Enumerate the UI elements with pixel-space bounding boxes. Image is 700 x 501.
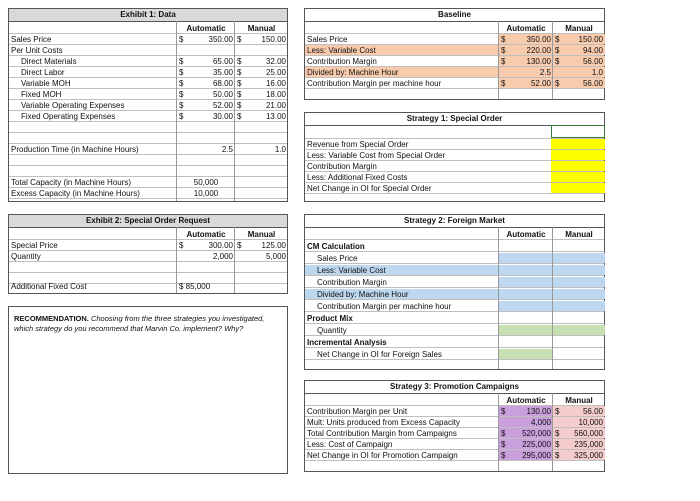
- strategy2-row-cm-per-hour: Contribution Margin per machine hour: [305, 301, 604, 312]
- exhibit2-table: [8, 214, 288, 294]
- strategy1-input-revenue[interactable]: [551, 139, 605, 149]
- baseline-row-variable-cost: Less: Variable Cost $ 220.00 $ 94.00: [307, 46, 603, 55]
- strategy3-header: Automatic Manual: [305, 395, 604, 406]
- col-manual: Manual: [247, 24, 276, 33]
- col-automatic: Automatic: [186, 24, 226, 33]
- exhibit2-row-quantity: Quantity 2,000 5,000: [11, 252, 286, 261]
- strategy1-row-revenue: Revenue from Special Order: [305, 139, 604, 150]
- strategy3-table: [304, 380, 605, 472]
- strategy2-title: Strategy 2: Foreign Market: [305, 215, 604, 228]
- strategy2-header: Automatic Manual: [305, 229, 604, 240]
- baseline-table: [304, 8, 605, 100]
- exhibit1-row-fixed-moh: Fixed MOH $ 50.00 $ 18.00: [9, 89, 287, 100]
- strategy2-row-cm: Contribution Margin: [305, 277, 604, 288]
- baseline-title: Baseline: [305, 9, 604, 22]
- strategy2-row-quantity: Quantity: [305, 325, 604, 336]
- strategy1-input-fixed-costs[interactable]: [551, 172, 605, 182]
- strategy1-row-variable-cost: Less: Variable Cost from Special Order: [305, 150, 604, 161]
- strategy3-row-cm-per-unit: Contribution Margin per Unit $ 130.00 $ 56.00: [307, 407, 603, 416]
- strategy2-row-cm-calc: CM Calculation: [305, 241, 604, 252]
- exhibit1-row-direct-labor: Direct Labor $ 35.00 $ 25.00: [9, 67, 287, 78]
- strategy1-selected-cell[interactable]: [551, 125, 605, 138]
- strategy3-title: Strategy 3: Promotion Campaigns: [305, 381, 604, 394]
- recommendation-box[interactable]: [8, 306, 288, 474]
- baseline-row-machine-hour: Divided by: Machine Hour 2.5 1.0: [307, 68, 603, 77]
- exhibit2-header: Automatic Manual: [9, 229, 287, 240]
- baseline-row-sales-price: Sales Price $ 350.00 $ 150.00: [307, 35, 603, 44]
- exhibit1-row-sales-price: Sales Price $ 350.00 $ 150.00: [11, 35, 286, 44]
- strategy1-title: Strategy 1: Special Order: [305, 113, 604, 126]
- strategy1-row-fixed-costs: Less: Additional Fixed Costs: [305, 172, 604, 183]
- strategy3-row-total-cm: Total Contribution Margin from Campaigns $ 520,000 $ 560,000: [307, 429, 603, 438]
- exhibit2-row-additional-fixed-cost: Additional Fixed Cost $ 85,000: [11, 282, 211, 291]
- strategy1-table: [304, 112, 605, 202]
- recommendation-text: Choosing from the three strategies you investigated, which strategy do you recommend that Marvin Co. implement? Why?: [14, 314, 265, 333]
- exhibit1-header: [9, 23, 287, 34]
- exhibit1-row-variable-opex: Variable Operating Expenses $ 52.00 $ 21.00: [9, 100, 287, 111]
- strategy3-row-units: Mult: Units produced from Excess Capacity 4,000 10,000: [307, 418, 603, 427]
- strategy1-input-cm[interactable]: [551, 161, 605, 171]
- strategy2-row-incremental: Incremental Analysis: [305, 337, 604, 348]
- exhibit2-row-special-price: Special Price $ 300.00 $ 125.00: [11, 241, 286, 250]
- baseline-row-contribution-margin: Contribution Margin $ 130.00 $ 56.00: [307, 57, 603, 66]
- exhibit2-title: Exhibit 2: Special Order Request: [9, 215, 287, 228]
- exhibit1-row-excess-capacity: Excess Capacity (in Machine Hours) 10,000: [9, 188, 287, 199]
- strategy2-row-net-change: Net Change in OI for Foreign Sales: [305, 349, 604, 360]
- strategy1-input-net-change[interactable]: [551, 183, 605, 193]
- strategy2-table: [304, 214, 605, 370]
- exhibit1-table: [8, 8, 288, 202]
- baseline-header: Automatic Manual: [305, 23, 604, 34]
- exhibit1-row-total-capacity: Total Capacity (in Machine Hours) 50,000: [9, 177, 287, 188]
- exhibit1-title: Exhibit 1: Data: [9, 9, 287, 22]
- exhibit1-row-variable-moh: Variable MOH $ 68.00 $ 16.00: [9, 78, 287, 89]
- exhibit1-row-per-unit-costs: Per Unit Costs: [9, 45, 287, 56]
- strategy3-row-net-change: Net Change in OI for Promotion Campaign $ 295,000 $ 325,000: [307, 451, 603, 460]
- strategy2-row-product-mix: Product Mix: [305, 313, 604, 324]
- strategy1-row-cm: Contribution Margin: [305, 161, 604, 172]
- strategy2-row-machine-hour: Divided by: Machine Hour: [305, 289, 604, 300]
- strategy1-input-variable-cost[interactable]: [551, 150, 605, 160]
- exhibit1-row-fixed-opex: Fixed Operating Expenses $ 30.00 $ 13.00: [9, 111, 287, 122]
- exhibit1-row-direct-materials: Direct Materials $ 65.00 $ 32.00: [9, 56, 287, 67]
- baseline-row-cm-per-hour: Contribution Margin per machine hour $ 52.00 $ 56.00: [307, 79, 603, 88]
- strategy2-row-sales-price: Sales Price: [305, 253, 604, 264]
- recommendation-heading: RECOMMENDATION.: [14, 314, 89, 323]
- strategy3-row-campaign-cost: Less: Cost of Campaign $ 225,000 $ 235,000: [307, 440, 603, 449]
- exhibit1-row-production-time: Production Time (in Machine Hours) 2.5 1.0: [11, 145, 286, 154]
- strategy1-row-net-change: Net Change in OI for Special Order: [305, 183, 604, 194]
- strategy2-row-variable-cost: Less: Variable Cost: [305, 265, 604, 276]
